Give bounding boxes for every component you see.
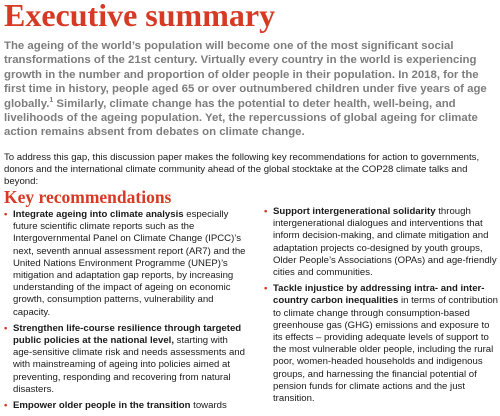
recommendation-lead: Integrate ageing into climate analysis xyxy=(13,209,184,220)
recommendation-item xyxy=(264,206,500,279)
bullet-icon: • xyxy=(4,322,8,334)
bullet-icon: • xyxy=(264,206,268,217)
recommendations-right-column xyxy=(264,206,500,409)
recommendation-text: through intergenerational dialogues and interventions that inform decision-making, and climate mitigation and adaptation projects co-designed by youth groups, Older People’s Associations (OPAs) and age-friendly cities and communities. xyxy=(273,206,497,279)
recommendation-lead: Support intergenerational solidarity xyxy=(273,206,436,217)
bullet-icon: • xyxy=(4,400,8,412)
recommendation-item xyxy=(4,209,248,319)
recommendation-text: in terms of contribution to climate change through consumption-based greenhouse gas (GHG) emissions and exposure to its effects – providing adequate levels of support to the most vulnerable older people, including the rural poor, women-headed households and indigenous groups, and harnessing the financial potential of pension funds for climate actions and the just transition. xyxy=(273,295,498,405)
recommendation-lead: Strengthen life-course resilience through targeted public policies at the national level, xyxy=(13,322,242,347)
intro-paragraph xyxy=(4,39,498,140)
footnote-marker[interactable]: 1 xyxy=(49,96,54,104)
recommendation-text: towards xyxy=(190,400,227,412)
section-heading: Key recommendations xyxy=(4,187,172,207)
recommendation-text: especially future scientific climate reports such as the Intergovernmental Panel on Climate Change (IPCC)’s next, seventh annual assessment report (AR7) and the United Nations Environment Programme (UNEP)’s mitigation and adaptation gap reports, by increasing understanding of the impact of ageing on economic growth, consumption patterns, vulnerability and capacity. xyxy=(13,209,246,318)
recommendation-item xyxy=(264,283,500,405)
recommendation-item xyxy=(4,400,248,412)
intro-text-part2: Similarly, climate change has the potential to deter health, well-being, and livelihoods of the ageing population. Yet, the repercussions of global ageing for climate action remains absent from debates on climate change. xyxy=(4,97,478,139)
recommendation-text: starting with age-sensitive climate risk and needs assessments and with mainstreaming of ageing into policies aimed at preventing, responding and recovering from natural disasters. xyxy=(13,335,245,395)
recommendation-lead: Empower older people in the transition xyxy=(13,400,191,412)
recommendation-lead: Tackle injustice by addressing intra- and inter-country carbon inequalities xyxy=(273,283,485,307)
intro-text-part1: The ageing of the world’s population will become one of the most significant social transformations of the 21st century. Virtually every country in the world is experiencing growth in the number and proportion of older people in their population. In 2018, for the first time in history, people aged 65 or over outnumbered children under five years of age globally. xyxy=(4,40,487,110)
page-title: Executive summary xyxy=(4,0,276,33)
recommendations-left-column xyxy=(4,209,248,416)
recommendation-item xyxy=(4,323,248,396)
bullet-icon: • xyxy=(4,209,8,220)
body-paragraph: To address this gap, this discussion paper makes the following key recommendations for action to governments, donors and the international climate community ahead of the global stocktake at the COP28 climate talks and beyond: xyxy=(4,152,480,187)
bullet-icon: • xyxy=(264,283,268,295)
